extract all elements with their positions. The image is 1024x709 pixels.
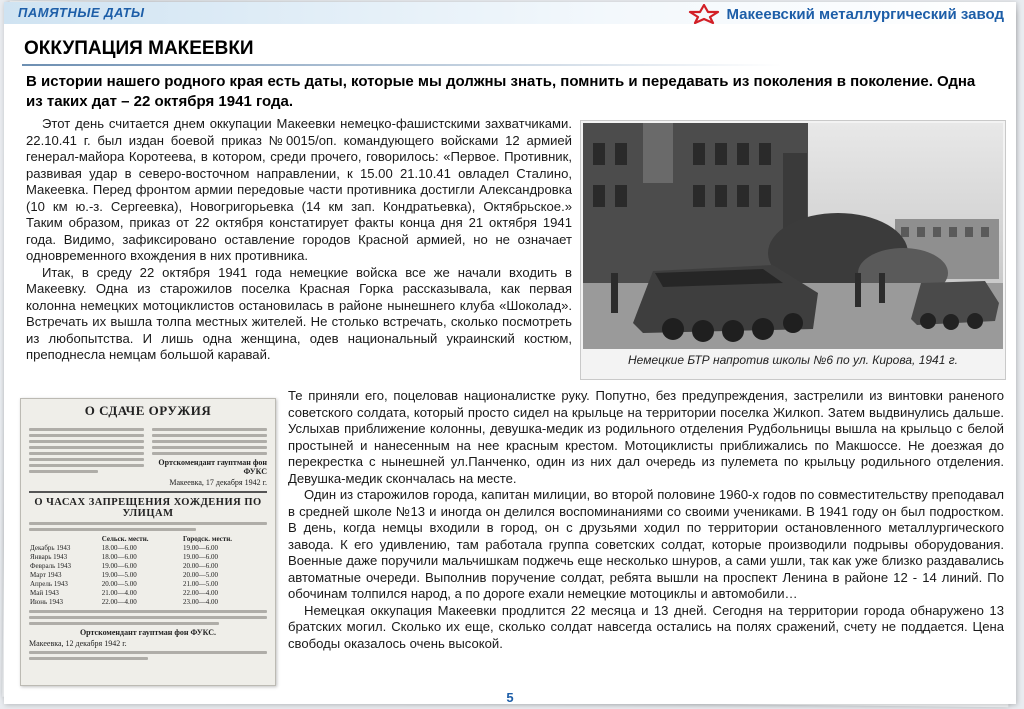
- article-left-column: [26, 116, 572, 364]
- brand-name: Макеевский металлургический завод: [726, 5, 1004, 23]
- page-number: 5: [506, 690, 514, 704]
- curfew-village-hours: 21.00—4.00: [101, 589, 137, 597]
- table-row: [29, 571, 267, 580]
- clipping-heading-weapons: О СДАЧЕ ОРУЖИЯ: [84, 403, 212, 418]
- photo-figure: [580, 120, 1006, 380]
- curfew-village-hours: 19.00—6.00: [101, 562, 137, 570]
- newspaper-clipping: [20, 398, 276, 686]
- curfew-col-city: Городск. местн.: [183, 535, 233, 543]
- section-label: ПАМЯТНЫЕ ДАТЫ: [18, 5, 145, 20]
- curfew-month: Февраль 1943: [30, 562, 72, 570]
- article-paragraph: Этот день считается днем оккупации Макеевки немецко-фашистскими захватчиками. 22.10.41 г. был издан боевой приказ №0015/оп. командующего войсками 12 армией генерал-майора Коротеева, в котором, среди прочего, говорилось: «Первое. Противник, развивая удар в северо-восточном направлении, к 15.00 21.10.41 овладел Сталино, Макеевка. Перед фронтом армии передовые части противника достигли Александровка (10 км ю.-з. Сергеевка), Новогригорьевка (14 км зап. Кондратьевка), Октябрьское.» Таким образом, приказ от 22 октября констатирует факты конца дня 21 октября 1941 года. Видимо, зафиксировано оставление городов Красной армией, но не означает одновременного вхождения в них противника.: [26, 116, 572, 263]
- curfew-month: Апрель 1943: [30, 580, 68, 588]
- curfew-village-hours: 19.00—5.00: [101, 571, 137, 579]
- table-row: [29, 580, 267, 589]
- table-row: [29, 562, 267, 571]
- page-title: ОККУПАЦИЯ МАКЕЕВКИ: [24, 38, 254, 59]
- curfew-city-hours: 23.00—4.00: [183, 598, 219, 606]
- curfew-city-hours: 22.00—4.00: [183, 589, 219, 597]
- table-row: [29, 553, 267, 562]
- curfew-city-hours: 20.00—6.00: [183, 562, 219, 570]
- article-right-column: [288, 388, 1004, 652]
- title-divider: [22, 64, 782, 66]
- curfew-village-hours: 20.00—5.00: [101, 580, 137, 588]
- table-row: [29, 544, 267, 553]
- clipping-heading-curfew: О ЧАСАХ ЗАПРЕЩЕНИЯ ХОЖДЕНИЯ ПО УЛИЦАМ: [34, 497, 262, 519]
- curfew-month: Март 1943: [30, 571, 62, 579]
- clipping-date-2: Макеевка, 12 декабря 1942 г.: [29, 639, 127, 648]
- curfew-month: Январь 1943: [30, 553, 68, 561]
- clipping-date: Макеевка, 17 декабря 1942 г.: [169, 478, 267, 487]
- photo-caption: Немецкие БТР напротив школы №6 по ул. Кирова, 1941 г.: [628, 353, 958, 367]
- star-logo-icon: [688, 4, 720, 24]
- curfew-col-village: Сельск. местн.: [101, 535, 149, 543]
- curfew-month: Декабрь 1943: [30, 544, 71, 552]
- table-row: [29, 598, 267, 607]
- curfew-month: Июнь 1943: [30, 598, 63, 606]
- table-row: [29, 589, 267, 598]
- lead-paragraph: В истории нашего родного края есть даты, которые мы должны знать, помнить и передавать из поколения в поколение. Одна из таких дат – 22 октября 1941 года.: [26, 73, 976, 110]
- clipping-text-columns: [29, 425, 267, 487]
- article-paragraph: Немецкая оккупация Макеевки продлится 22 месяца и 13 дней. Сегодня на территории города обнаружено 13 братских могил. Сколько их еще, сколько солдат навсегда остались на полях сражений, счету не поддается. Цена свободы оказалось очень высокой.: [288, 602, 1004, 651]
- curfew-village-hours: 22.00—4.00: [101, 598, 137, 606]
- clipping-signature: Ортскомендант гауптман фон ФУКС: [158, 458, 267, 476]
- historic-photo-armored-vehicles: [583, 123, 1003, 349]
- brand: [688, 4, 1004, 24]
- curfew-city-hours: 21.00—5.00: [183, 580, 219, 588]
- curfew-city-hours: 20.00—5.00: [183, 571, 219, 579]
- curfew-city-hours: 19.00—6.00: [183, 544, 219, 552]
- page: [4, 2, 1016, 704]
- curfew-village-hours: 18.00—6.00: [101, 544, 137, 552]
- curfew-village-hours: 18.00—6.00: [101, 553, 137, 561]
- article-paragraph: Один из старожилов города, капитан милиции, во второй половине 1960-х годов по совместительству преподавал в средней школе №13 и иногда он делился воспоминаниями со своими учениками. В 1941 году он был подростком. В день, когда немцы входили в город, он с друзьями ходил по территории остановленного металлургического завода. К его удивлению, там работала группа советских солдат, которые производили подрывы оборудования. Военные даже поручили мальчишкам поджечь еще несколько шнуров, а сами ушли, так как уже близко раздавались автоматные очереди. Выполнив поручение солдат, ребята вышли на проспект Ленина в районе 12 - 14 линий. По обочинам толпился народ, а по дороге ехали немецкие мотоциклы и автомобили…: [288, 487, 1004, 601]
- article-paragraph-continuation: Те приняли его, поцеловав националистке руку. Попутно, без предупреждения, застрелили из винтовки раненого советского солдата, который просто сидел на крыльце на территории поселка Жилкоп. Затем выдвинулись дальше. Услыхав приближение колонны, девушка-медик из родильного отделения Рудбольницы вышла на крыльцо с белой простыней и нанесенным на нее красным крестом. Мотоциклисты приближались по Макшоссе. Не доезжая до перекрестка с нынешней ул.Панченко, один из них дал очередь из пулемета по крыльцу родильного отделения. Девушка-медик скончалась на месте.: [288, 388, 1004, 486]
- clipping-signature-2: Ортскомендант гауптман фон ФУКС.: [79, 628, 217, 637]
- article-paragraph: Итак, в среду 22 октября 1941 года немецкие войска все же начали входить в Макеевку. Одна из старожилов поселка Красная Горка рассказывала, как первая колонна немецких мотоциклистов остановилась в районе нынешнего клуба «Шоколад». Встречать их вышла толпа местных жителей. Не столько встречать, сколько посмотреть из любопытства. И лишь одна женщина, одев национальный украинский костюм, преподнесла немцам большой каравай.: [26, 264, 572, 362]
- curfew-table: [29, 534, 267, 607]
- curfew-month: Май 1943: [30, 589, 59, 597]
- curfew-city-hours: 19.00—6.00: [183, 553, 219, 561]
